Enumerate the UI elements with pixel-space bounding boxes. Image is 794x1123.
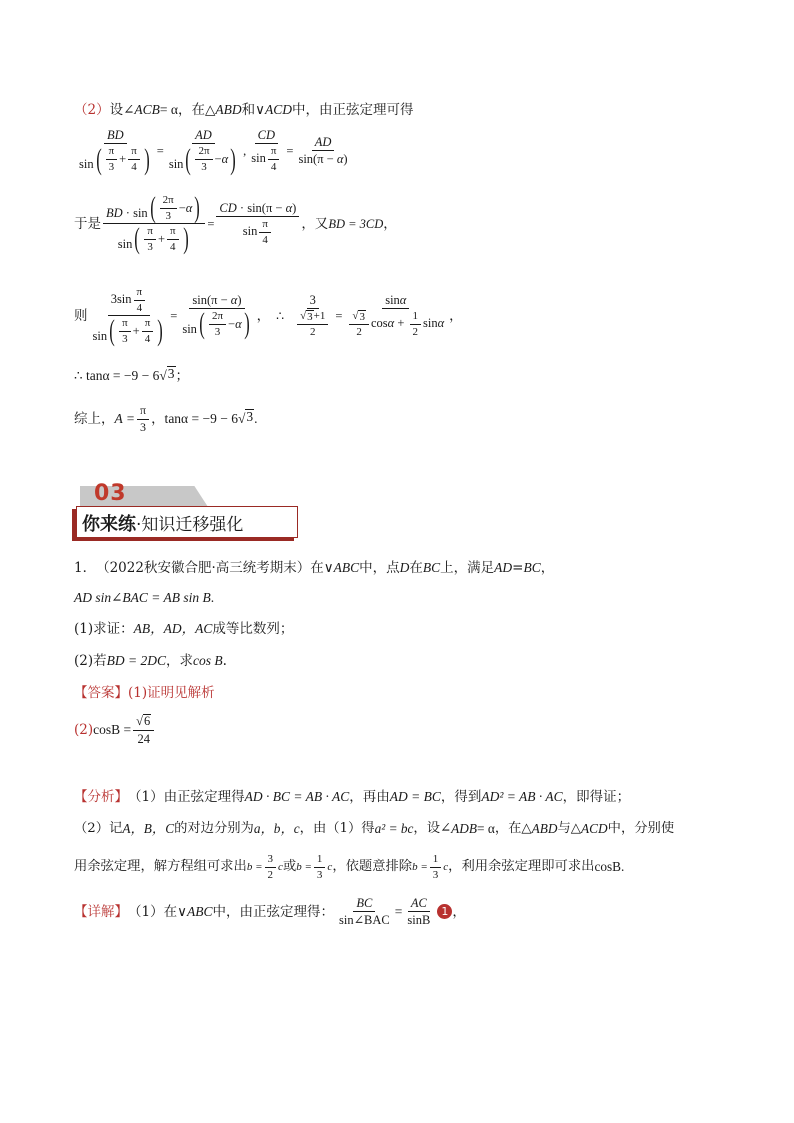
answer-line-1: 【答案】 (1)证明见解析 [74,685,215,701]
question-1: (1) 求证： AB，AD，AC 成等比数列； [74,621,294,637]
analysis-line-2: （2）记 A，B，C 的对边分别为 a，b，c ，由（1）得 a² = bc ，设∠ ADB = α ，在△ ABD 与△ ACD 中，分别使 [74,821,675,836]
problem-1-condition: AD sin∠BAC = AB sin B . [74,590,215,605]
question-2: (2) 若 BD = 2DC ，求 cos B . [74,653,227,669]
section-number: 03 [94,481,127,506]
summary: 综上， A = $\frac{\pi}{3}$ ，tanα = −9 − 6 √ 3 . [74,403,258,434]
fraction: BD sin ( $\frac{\pi}{3}$ + $\frac{\pi}{4}$ ) [79,128,150,176]
fraction: AD sin ( $\frac{2\pi}{3}$ − α ) [168,128,236,176]
analysis-line-3: 用余弦定理，解方程组可求出 b = $\frac{3}{2}$ c 或 b = $\frac{1}{3}$ c ，依题意排除 b = $\frac{1}{3}$ c ，利用余弦定理即可求出 cosB . [74,853,625,881]
answer-line-2: (2) cosB = √ 6 24 [74,714,156,746]
detail-line-1: 【详解】 （1）在∨ ABC 中，由正弦定理得： $\frac{BC}{\text{sin∠BAC}}$ = $\frac{AC}{\sin B}$ 1 ， [74,896,466,928]
fraction: BD · sin ( $\frac{2\pi}{3}$ − α ) sin ( $\frac{\pi}{3}$ + $\frac{\pi}{4}$ ) [103,194,205,254]
part-label: （2） [74,102,110,118]
fraction: $\frac{AD}{\sin(\pi - \alpha)}$ [298,134,348,167]
fraction: 3sin $\frac{\pi}{4}$ sin ( $\frac{\pi}{3}$ + $\frac{\pi}{4}$ ) [92,286,164,348]
fraction: sin(π − α) sin ( $\frac{2\pi}{3}$ − α ) [182,292,250,341]
detail-label: 【详解】 [74,903,128,920]
fraction: CD · sin(π − α) sin $\frac{\pi}{4}$ [216,201,299,247]
fraction: sinα √ 3 2 cosα + $\frac{1}{2}$ sinα [344,293,447,339]
section-header [72,481,312,542]
circled-number: 1 [437,904,452,919]
problem-source: （2022秋安徽合肥·高三统考期末） [96,560,311,576]
tan-result: ∴ tanα = −9 − 6 √ 3 ； [74,366,190,384]
problem-1-stem: 1． （2022秋安徽合肥·高三统考期末） 在∨ ABC 中，点 D 在 BC 上，满足 AD = BC ， [74,560,555,576]
analysis-line-1: 【分析】 （1）由正弦定理得 AD · BC = AB · AC ，再由 AD = BC ，得到 AD² = AB · AC ，即得证； [74,789,631,805]
answer-label: 【答案】 [74,685,128,701]
sine-law-equations: BD sin ( $\frac{\pi}{3}$ + $\frac{\pi}{4}$ ) = AD sin ( $\frac{2\pi}{3}$ − α ) , CD sin $\frac{\pi}{4}$ = $\frac{AD}{\sin(\pi - \alpha)}$ [74,128,353,174]
so-equation: 于是 BD · sin ( $\frac{2\pi}{3}$ − α ) sin ( $\frac{\pi}{3}$ + $\frac{\pi}{4}$ ) = CD · sin(π − α) sin $\frac{\pi}{4}$ ，又 BD = 3CD ， [74,191,397,256]
then-equation: 则 3sin $\frac{\pi}{4}$ sin ( $\frac{\pi}{3}$ + $\frac{\pi}{4}$ ) = sin(π − α) sin ( $\frac{2\pi}{3}$ − α ) ， ∴ 3 √ 3 +1 2 = sinα √ 3 2 cosα + $\frac{1}{2}$ sinα ， [74,286,463,348]
section-title: 你来练·知识迁移强化 [82,514,244,535]
fraction: CD sin $\frac{\pi}{4}$ [248,128,284,174]
analysis-label: 【分析】 [74,789,128,805]
part2-intro: （2） 设∠ ACB = α，在△ ABD 和∨ ACD 中，由正弦定理可得 [74,102,414,118]
fraction: 3 √ 3 +1 2 [292,293,333,339]
